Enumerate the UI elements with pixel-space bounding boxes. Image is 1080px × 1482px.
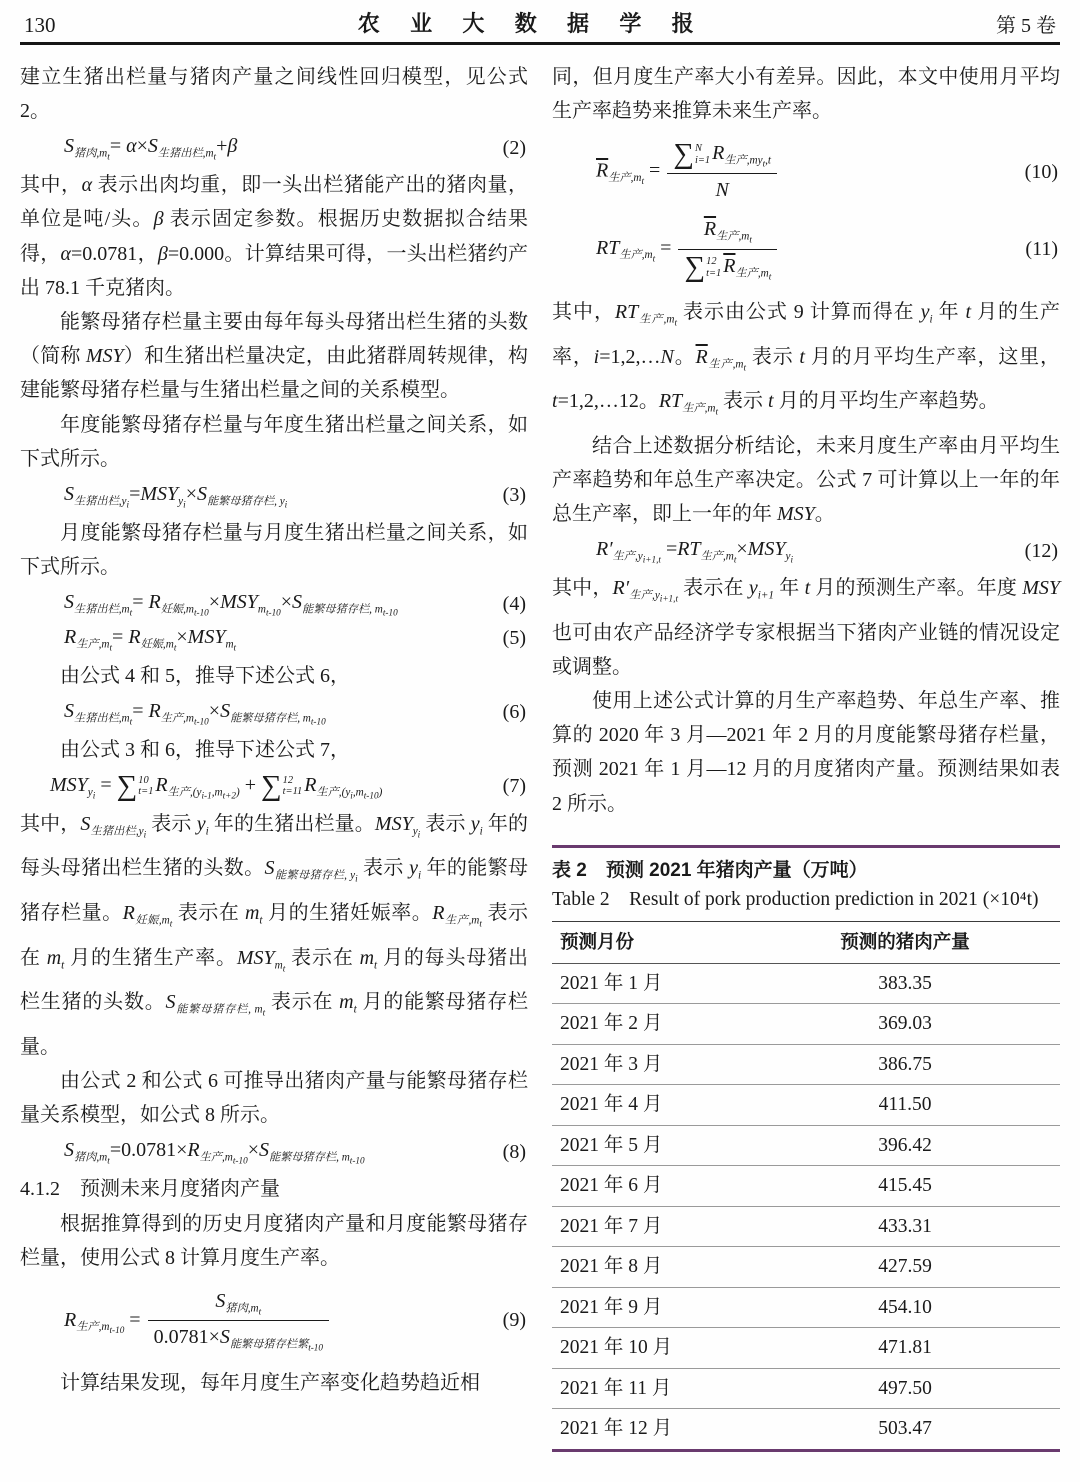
table-row bbox=[552, 1409, 1060, 1449]
cell-value: 415.45 bbox=[878, 1175, 932, 1197]
prediction-table bbox=[552, 921, 1060, 1449]
equation-number: (6) bbox=[502, 701, 526, 724]
cell-month: 2021 年 6 月 bbox=[560, 1175, 663, 1197]
equation-body: $R'_{生产,yi+1,t} =RT_{生产,mt}\times MSY_{yi}$ bbox=[596, 538, 793, 565]
equation-body: $S_{生猪出栏,mt}= R_{妊娠,mt-10}\times MSY_{mt-10}\times S_{能繁母猪存栏, mt-10}$ bbox=[64, 591, 398, 618]
paragraph: 能繁母猪存栏量主要由每年每头母猪出栏生猪的头数（简称 MSY）和生猪出栏量决定，由此猪群周转规律，构建能繁母猪存栏量与生猪出栏量之间的关系模型。 bbox=[20, 311, 529, 402]
table-row bbox=[552, 1247, 1060, 1288]
equation-body: $R_{生产,mt-10}$ = $S_{猪肉,mt}$ $0.0781\times S_{能繁母猪存栏繁t-10}$ bbox=[64, 1288, 331, 1355]
paragraph: 其中，$RT_{生产,mt}$ 表示由公式 9 计算而得在 $y_i$ 年 t 月的生产率，i=1,2,…N。$\overline{R}_{生产,mt}$ 表示 t 月的月平均生产率，这里，t=1,2,…12。$RT_{生产,mt}$ 表示 t 月的月平均生产率趋势。 bbox=[552, 300, 1061, 417]
cell-month: 2021 年 1 月 bbox=[560, 972, 663, 994]
section-heading: 4.1.2 预测未来月度猪肉产量 bbox=[20, 1178, 280, 1201]
equation-number: (7) bbox=[502, 775, 526, 798]
cell-month: 2021 年 3 月 bbox=[560, 1053, 663, 1075]
cell-month: 2021 年 4 月 bbox=[560, 1094, 663, 1116]
journal-title: 农 业 大 数 据 学 报 bbox=[357, 11, 706, 36]
paragraph: 计算结果发现，每年月度生产率变化趋势趋近相 bbox=[60, 1372, 480, 1395]
paragraph: 其中，$S_{生猪出栏,yi}$ 表示 $y_i$ 年的生猪出栏量。$MSY_{yi}$ 表示 $y_i$ 年的每头母猪出栏生猪的头数。$S_{能繁母猪存栏, yi}$ 表示 $y_i$ 年的能繁母猪存栏量。$R_{妊娠,mt}$ 表示在 $m_t$ 月的生猪妊娠率。$R_{生产,mt}$ 表示在 $m_t$ 月的生猪生产率。$MSY_{mt}$ 表示在 $m_t$ 月的每头母猪出栏生猪的头数。$S_{能繁母猪存栏, mt}$ 表示在 $m_t$ 月的能繁母猪存栏量。 bbox=[20, 812, 529, 1058]
table-row bbox=[552, 963, 1060, 1004]
cell-month: 2021 年 12 月 bbox=[560, 1418, 673, 1440]
paragraph: 由公式 2 和公式 6 可推导出猪肉产量与能繁母猪存栏量关系模型，如公式 8 所示。 bbox=[20, 1069, 528, 1127]
equation-11 bbox=[552, 216, 1060, 283]
cell-value: 471.81 bbox=[878, 1337, 932, 1359]
paragraph: 使用上述公式计算的月生产率趋势、年总生产率、推算的 2020 年 3 月—2021 年 2 月的月度能繁母猪存栏量，预测 2021 年 1 月—12 月的月度猪肉产量。预测结果如表 2 所示。 bbox=[552, 689, 1060, 815]
equation-number: (4) bbox=[502, 592, 526, 615]
equation-body: $R_{生产,mt}= R_{妊娠,mt}\times MSY_{mt}$ bbox=[64, 625, 237, 653]
equation-body: $MSY_{yi}$ = ∑ 10 t=1 $R_{生产,(yi-1,mt+2)}$ + ∑ 12 t=11 $R_{生产,(yi,mt-10)}$ bbox=[50, 769, 383, 802]
cell-value: 411.50 bbox=[878, 1094, 932, 1116]
table-caption-zh: 表 2 预测 2021 年猪肉产量（万吨） bbox=[552, 859, 868, 881]
two-column-body bbox=[0, 45, 1080, 1452]
table-row bbox=[552, 1085, 1060, 1126]
equation-body: $S_{猪肉,mt}= \alpha\times S_{生猪出栏,mt}+\beta$ bbox=[64, 135, 238, 162]
equation-body: $\overline{R}_{生产,mt}$ = ∑ N i=1 $R_{生产,myt,t}$ N bbox=[596, 140, 779, 204]
paragraph: 同，但月度生产率大小有差异。因此，本文中使用月平均生产率趋势来推算未来生产率。 bbox=[552, 66, 1060, 123]
cell-month: 2021 年 2 月 bbox=[560, 1013, 663, 1035]
equation-9 bbox=[20, 1288, 528, 1355]
cell-value: 427.59 bbox=[878, 1256, 932, 1278]
table-row bbox=[552, 1125, 1060, 1166]
page-number: 130 bbox=[24, 13, 56, 37]
equation-2 bbox=[20, 133, 528, 163]
table-row bbox=[552, 1044, 1060, 1085]
equation-body: $S_{猪肉,mt}=0.0781\times R_{生产,mt-10}\times S_{能繁母猪存栏, mt-10}$ bbox=[64, 1139, 365, 1166]
paragraph: 由公式 4 和 5，推导下述公式 6， bbox=[60, 664, 350, 687]
cell-month: 2021 年 7 月 bbox=[560, 1215, 663, 1237]
left-column bbox=[20, 60, 528, 1452]
equation-7 bbox=[20, 769, 528, 802]
table-row bbox=[552, 1166, 1060, 1207]
paragraph: 根据推算得到的历史月度猪肉产量和月度能繁母猪存栏量，使用公式 8 计算月度生产率。 bbox=[20, 1213, 528, 1270]
running-head bbox=[0, 0, 1080, 42]
equation-number: (8) bbox=[502, 1140, 526, 1163]
cell-value: 503.47 bbox=[878, 1418, 932, 1440]
cell-value: 386.75 bbox=[878, 1053, 932, 1075]
cell-value: 433.31 bbox=[878, 1215, 932, 1237]
equation-8 bbox=[20, 1137, 528, 1167]
paragraph: 月度能繁母猪存栏量与月度生猪出栏量之间关系，如下式所示。 bbox=[20, 521, 528, 578]
paragraph: 结合上述数据分析结论，未来月度生产率由月平均生产率趋势和年总生产率决定。公式 7 可计算以上一年的年总生产率，即上一年的年 MSY。 bbox=[552, 434, 1060, 526]
cell-value: 396.42 bbox=[878, 1134, 932, 1156]
paragraph: 其中，α 表示出肉均重，即一头出栏猪能产出的猪肉量，单位是吨/头。β 表示固定参数。根据历史数据拟合结果得，α=0.0781，β=0.000。计算结果可得，一头出栏猪约产出 78.1 千克猪肉。 bbox=[20, 174, 529, 299]
equation-body: $S_{生猪出栏,mt}= R_{生产,mt-10}\times S_{能繁母猪存栏, mt-10}$ bbox=[64, 699, 326, 727]
table-row bbox=[552, 1206, 1060, 1247]
table-2-block bbox=[552, 845, 1060, 1452]
equation-number: (12) bbox=[1024, 539, 1058, 562]
equation-number: (3) bbox=[502, 484, 526, 507]
paragraph: 建立生猪出栏量与猪肉产量之间线性回归模型，见公式 2。 bbox=[20, 66, 528, 123]
cell-month: 2021 年 9 月 bbox=[560, 1296, 663, 1318]
equation-3 bbox=[20, 481, 528, 511]
cell-month: 2021 年 10 月 bbox=[560, 1337, 673, 1359]
table-row bbox=[552, 1004, 1060, 1045]
equation-number: (10) bbox=[1024, 160, 1058, 183]
equation-number: (2) bbox=[502, 136, 526, 159]
cell-value: 383.35 bbox=[878, 972, 932, 994]
equation-6 bbox=[20, 698, 528, 728]
equation-body: $S_{生猪出栏,yi}=MSY_{yi}\times S_{能繁母猪存栏, yi}$ bbox=[64, 483, 288, 510]
table-row bbox=[552, 1287, 1060, 1328]
table-row bbox=[552, 1368, 1060, 1409]
column-header-month: 预测月份 bbox=[560, 931, 635, 953]
table-body bbox=[552, 963, 1060, 1449]
equation-number: (11) bbox=[1025, 238, 1058, 261]
volume-label: 第 5 卷 bbox=[995, 15, 1056, 37]
cell-value: 454.10 bbox=[878, 1296, 932, 1318]
paragraph: 年度能繁母猪存栏量与年度生猪出栏量之间关系，如下式所示。 bbox=[20, 413, 528, 470]
table-row bbox=[552, 1328, 1060, 1369]
cell-month: 2021 年 11 月 bbox=[560, 1377, 672, 1399]
column-header-value: 预测的猪肉产量 bbox=[840, 931, 970, 953]
equation-12 bbox=[552, 536, 1060, 566]
paragraph: 其中，$R'_{生产,yi+1,t}$ 表示在 $y_{i+1}$ 年 t 月的预测生产率。年度 MSY 也可由农产品经济学专家根据当下猪肉产业链的情况设定或调整。 bbox=[552, 577, 1061, 678]
equation-number: (9) bbox=[502, 1309, 526, 1332]
equation-5 bbox=[20, 624, 528, 654]
cell-month: 2021 年 5 月 bbox=[560, 1134, 663, 1156]
table-caption-en: Table 2 Result of pork production prediction in 2021 (×10⁴t) bbox=[552, 889, 1039, 911]
equation-body: $RT_{生产,mt}$ = $\overline{R}_{生产,mt}$ ∑ 12 t=1 $\overline{R}_{生产,mt}$ bbox=[596, 216, 779, 283]
cell-value: 497.50 bbox=[878, 1377, 932, 1399]
cell-month: 2021 年 8 月 bbox=[560, 1256, 663, 1278]
equation-4 bbox=[20, 589, 528, 619]
paragraph: 由公式 3 和 6，推导下述公式 7， bbox=[60, 738, 350, 761]
right-column bbox=[552, 60, 1060, 1452]
table-header-row bbox=[552, 921, 1060, 963]
equation-number: (5) bbox=[502, 627, 526, 650]
cell-value: 369.03 bbox=[878, 1013, 932, 1035]
equation-10 bbox=[552, 140, 1060, 204]
